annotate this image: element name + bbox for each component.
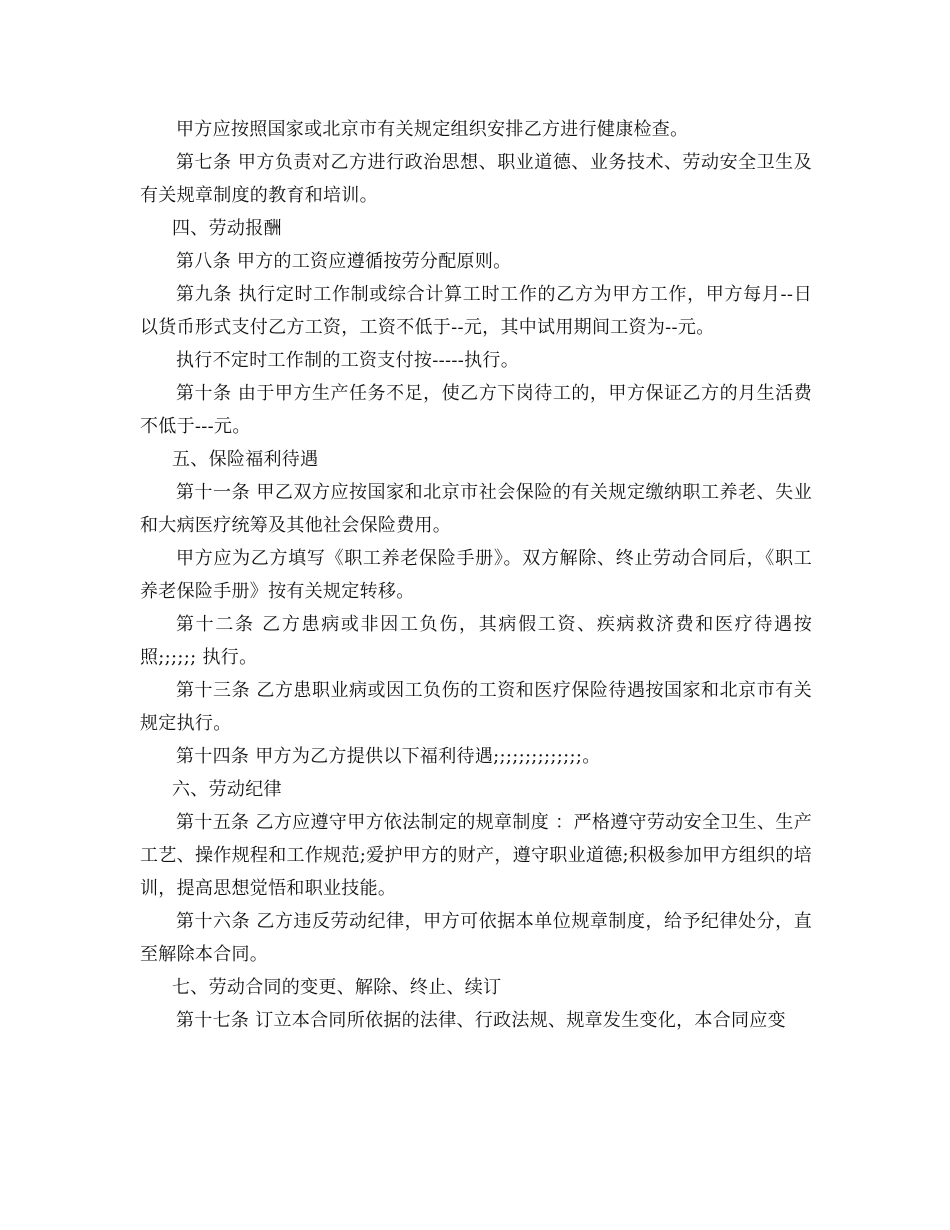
paragraph-pension-handbook: 甲方应为乙方填写《职工养老保险手册》。双方解除、终止劳动合同后，《职工养老保险手册》按有关规定转移。 bbox=[140, 548, 812, 602]
paragraph-article-7: 第七条 甲方负责对乙方进行政治思想、职业道德、业务技术、劳动安全卫生及有关规章制度的教育和培训。 bbox=[140, 152, 812, 206]
paragraph-article-13: 第十三条 乙方患职业病或因工负伤的工资和医疗保险待遇按国家和北京市有关规定执行。 bbox=[140, 680, 812, 734]
section-heading-insurance: 五、保险福利待遇 bbox=[172, 449, 319, 470]
paragraph-health-check: 甲方应按照国家或北京市有关规定组织安排乙方进行健康检查。 bbox=[176, 119, 689, 140]
section-heading-contract-changes: 七、劳动合同的变更、解除、终止、续订 bbox=[172, 977, 502, 998]
paragraph-article-12: 第十二条 乙方患病或非因工负伤，其病假工资、疾病救济费和医疗待遇按照;;;;;; 执行。 bbox=[140, 614, 812, 668]
paragraph-article-8: 第八条 甲方的工资应遵循按劳分配原则。 bbox=[176, 251, 512, 272]
paragraph-article-14: 第十四条 甲方为乙方提供以下福利待遇;;;;;;;;;;;;;;。 bbox=[176, 746, 601, 767]
section-heading-discipline: 六、劳动纪律 bbox=[172, 779, 282, 800]
section-heading-remuneration: 四、劳动报酬 bbox=[172, 218, 282, 239]
paragraph-article-11: 第十一条 甲乙双方应按国家和北京市社会保险的有关规定缴纳职工养老、失业和大病医疗统筹及其他社会保险费用。 bbox=[140, 482, 812, 536]
document-body bbox=[140, 113, 812, 1037]
paragraph-article-15: 第十五条 乙方应遵守甲方依法制定的规章制度 ：严格遵守劳动安全卫生、生产工艺、操作规程和工作规范;爱护甲方的财产，遵守职业道德;积极参加甲方组织的培训，提高思想觉悟和职业技能。 bbox=[140, 812, 812, 899]
paragraph-article-10: 第十条 由于甲方生产任务不足，使乙方下岗待工的，甲方保证乙方的月生活费不低于---元。 bbox=[140, 383, 812, 437]
paragraph-article-17: 第十七条 订立本合同所依据的法律、行政法规、规章发生变化，本合同应变 bbox=[176, 1010, 786, 1031]
paragraph-article-16: 第十六条 乙方违反劳动纪律，甲方可依据本单位规章制度，给予纪律处分，直至解除本合同。 bbox=[140, 911, 812, 965]
paragraph-irregular-hours: 执行不定时工作制的工资支付按-----执行。 bbox=[176, 350, 520, 371]
paragraph-article-9: 第九条 执行定时工作制或综合计算工时工作的乙方为甲方工作，甲方每月--日以货币形式支付乙方工资，工资不低于--元，其中试用期间工资为--元。 bbox=[140, 284, 812, 338]
